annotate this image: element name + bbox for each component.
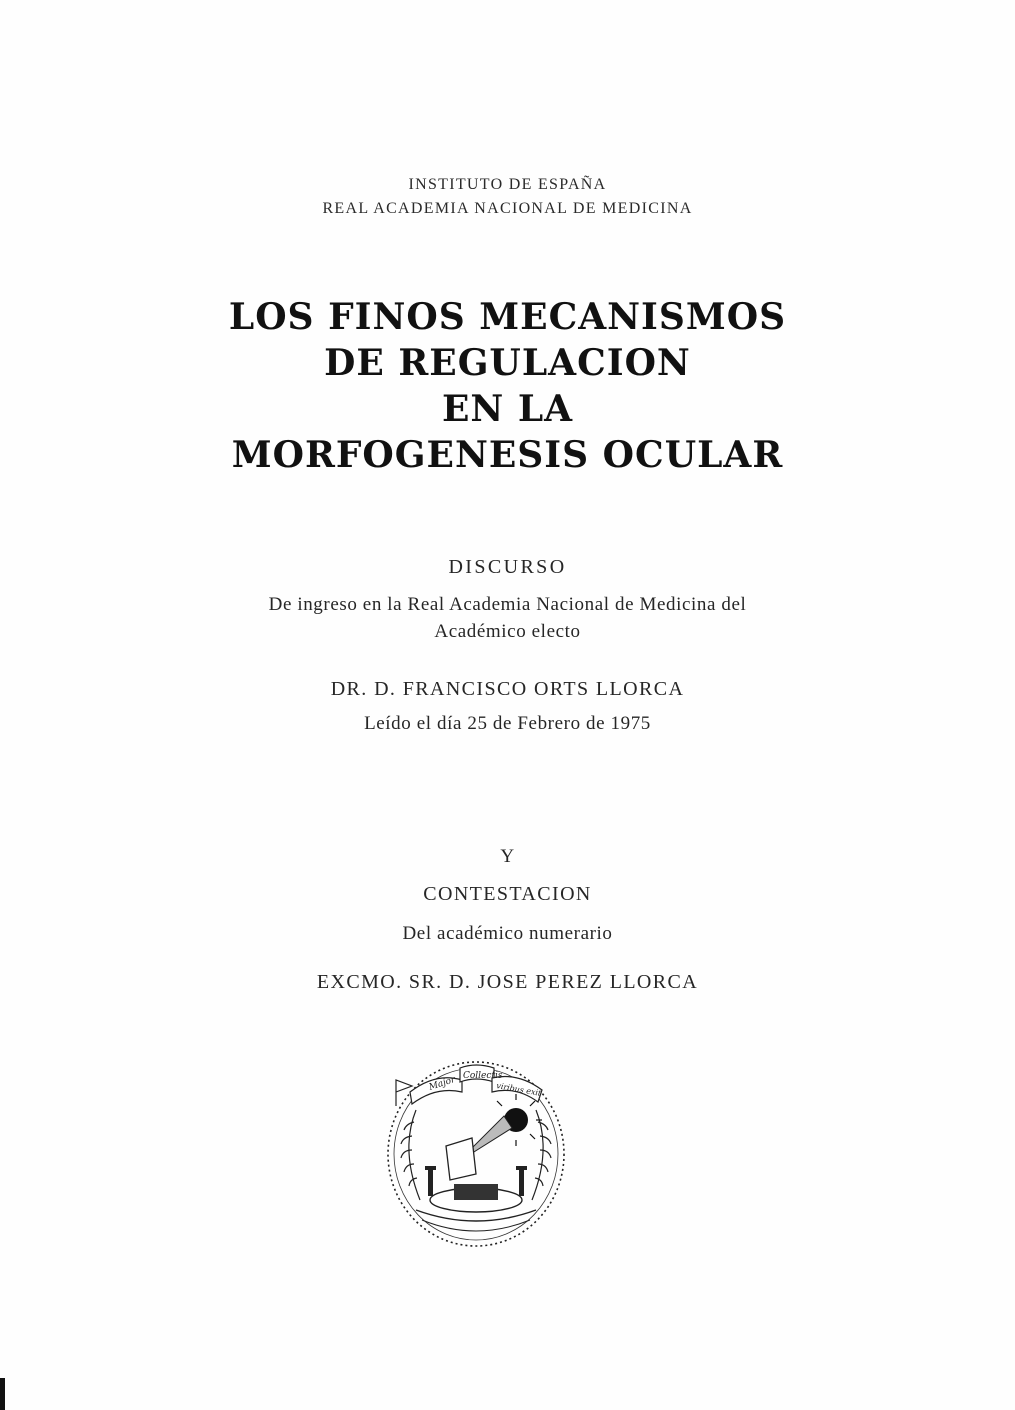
title-line-3: EN LA — [441, 388, 574, 430]
author-name: DR. D. FRANCISCO ORTS LLORCA — [330, 678, 685, 700]
respondent-name: EXCMO. SR. D. JOSE PEREZ LLORCA — [316, 971, 699, 993]
institute-name: INSTITUTO DE ESPAÑA — [408, 176, 607, 193]
contestacion-description: Del académico numerario — [402, 923, 613, 944]
title-line-4: MORFOGENESIS OCULAR — [231, 434, 784, 476]
academy-name: REAL ACADEMIA NACIONAL DE MEDICINA — [322, 200, 693, 217]
academy-seal-icon — [376, 1050, 576, 1250]
discurso-description-line-1: De ingreso en la Real Academia Nacional de Medicina del — [268, 594, 747, 615]
conjunction: Y — [500, 846, 515, 867]
discurso-description-line-2: Académico electo — [434, 621, 581, 642]
reading-date: Leído el día 25 de Febrero de 1975 — [364, 713, 651, 734]
contestacion-heading: CONTESTACION — [423, 883, 592, 905]
seal-motto-ribbon — [410, 1065, 543, 1104]
title-line-1: LOS FINOS MECANISMOS — [228, 296, 787, 338]
seal-motto-word-2: Collectis — [463, 1071, 503, 1081]
title-line-2: DE REGULACION — [324, 342, 691, 384]
seal-motto-word-1: Major — [427, 1074, 457, 1093]
discurso-heading: DISCURSO — [448, 556, 567, 578]
seal-motto-word-3: viribus exit — [495, 1081, 542, 1098]
scan-edge-mark — [0, 1378, 5, 1410]
